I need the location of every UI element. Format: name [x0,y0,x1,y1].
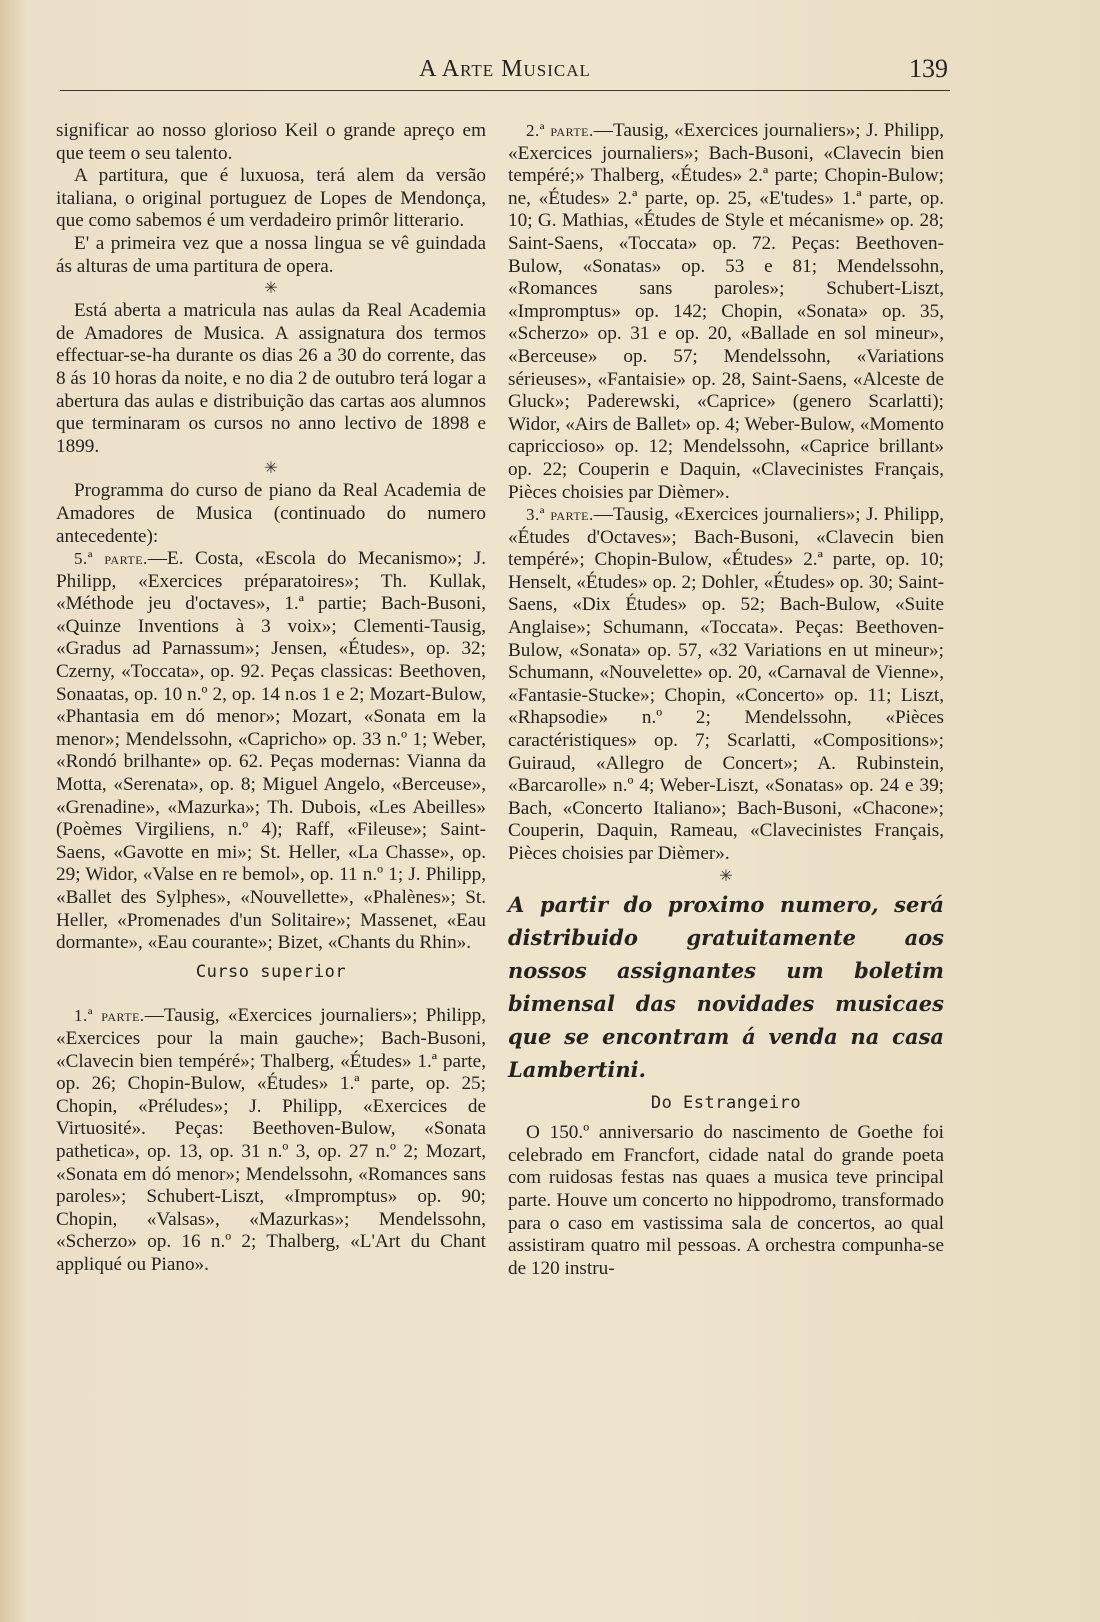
paragraph [508,120,944,504]
part-text: —Tausig, «Exercices journaliers»; J. Philipp, «Exercices journaliers»; Bach-Busoni, «Clavecin bien tempéré;» Thalberg, «Études» 2.ª parte; Chopin-Bulow; ne, «Études» 2.ª parte, op. 25, «E'tudes» 1.ª parte, op. 10; G. Mathias, «Études de Style et mécanisme» op. 28; Saint-Saens, «Toccata» op. 72. Peças: Beethoven-Bulow, «Sonatas» op. 53 e 81; Mendelssohn, «Romances sans paroles»; Schubert-Liszt, «Impromptus» op. 142; Chopin, «Sonata» op. 35, «Scherzo» op. 31 e op. 20, «Ballade en sol mineur», «Berceuse» op. 57; Mendelssohn, «Variations sérieuses», «Fantaisie» op. 28, Saint-Saens, «Alceste de Gluck»; Paderewski, «Caprice» (genero Scarlatti); Widor, «Airs de Ballet» op. 4; Weber-Bulow, «Momento capriccioso» op. 12; Mendelssohn, «Caprice brillant» op. 22; Couperin e Daquin, «Clavecinistes Français, Pièces choisies par Dièmer». [508,120,945,503]
journal-title: A Arte Musical [419,56,591,82]
spacer [56,991,486,1005]
paragraph: A partitura, que é luxuosa, terá alem da versão italiana, o original portuguez de Lopes de Mendonça, que como sabemos é um verdadeiro primôr litterario. [56,165,486,232]
section-separator: ✳ [264,460,278,478]
part-text: —Tausig, «Exercices journaliers»; Philipp, «Exercices pour la main gauche»; Bach-Busoni, «Clavecin bien tempéré»; Thalberg, «Études» 1.ª parte, op. 26; Chopin-Bulow, «Études» 1.ª parte, op. 25; Chopin, «Préludes»; J. Philipp, «Exercices de Virtuosité». Peças: Beethoven-Bulow, «Sonata pathetica», op. 13, op. 31 n.º 3, op. 27 n.º 2; Mozart, «Sonata em dó menor»; Mendelssohn, «Romances sans paroles»; Schubert-Liszt, «Impromptus» op. 90; Chopin, «Valsas», «Mazurkas»; Mendelssohn, «Scherzo» op. 16 n.º 2; Thalberg, «L'Art du Chant appliqué ou Piano». [56,1005,487,1275]
part-text: —Tausig, «Exercices journaliers»; J. Philipp, «Études d'Octaves»; Bach-Busoni, «Clavecin bien tempéré»; Chopin-Bulow, «Études» 2.ª parte, op. 10; Henselt, «Études» op. 2; Dohler, «Études» op. 30; Saint-Saens, «Dix Études» op. 52; Bach-Bulow, «Suite Anglaise»; Schumann, «Toccata». Peças: Beethoven-Bulow, «Sonata» op. 57, «32 Variations en ut mineur»; Schumann, «Nouvelette» op. 20, «Carnaval de Vienne», «Fantasie-Stucke»; Chopin, «Concerto» op. 11; Liszt, «Rhapsodie» n.º 2; Mendelssohn, «Pièces caractéristiques» op. 7; Scarlatti, «Compositions»; Guiraud, «Allegro de Concert»; A. Rubinstein, «Barcarolle» n.º 4; Weber-Liszt, «Sonatas» op. 24 e 39; Bach, «Concerto Italiano»; Bach-Busoni, «Chacone»; Couperin, Daquin, Rameau, «Clavecinistes Français, Pièces choisies par Dièmer». [508,504,945,864]
right-column [508,120,944,1280]
paragraph: O 150.º anniversario do nascimento de Goethe foi celebrado em Francfort, cidade natal do grande poeta com ruidosas festas nas quaes a musica teve principal parte. Houve um concerto no hippodromo, transformado para o caso em vastissima sala de concertos, ao qual assistiram quatro mil pessoas. A orchestra compunha-se de 120 instru- [508,1122,944,1279]
paragraph: E' a primeira vez que a nossa lingua se vê guindada ás alturas de uma partitura de opera. [56,232,486,277]
section-heading: Curso superior [195,961,347,982]
running-header [60,50,950,91]
paragraph: Está aberta a matricula nas aulas da Real Academia de Amadores de Musica. A assignatura dos termos effectuar-se-ha durante os dias 26 a 30 do corrente, das 8 ás 10 horas da noite, e no dia 2 de outubro terá logar a abertura das aulas e distribuição das cartas aos alumnos que terminaram os cursos no anno lectivo de 1898 e 1899. [56,300,486,457]
paragraph: significar ao nosso glorioso Keil o grande apreço em que teem o seu talento. [56,120,486,164]
part-label: 1.ª parte. [74,1006,145,1026]
page-number: 139 [909,54,948,83]
part-label: 5.ª parte. [74,549,148,569]
subscriber-notice: A partir do proximo numero, será distribuido gratuitamente aos nossos assignantes um boletim bimensal das novidades musicaes que se encontram á venda na casa Lambertini. [508,891,944,1082]
paragraph [56,548,486,955]
section-separator: ✳ [719,867,733,885]
paragraph [508,504,944,866]
part-label: 2.ª parte. [526,121,594,140]
part-label: 3.ª parte. [526,505,594,525]
paragraph: Programma do curso de piano da Real Academia de Amadores de Musica (continuado do numero antecedente): [56,480,486,547]
paragraph [56,1005,486,1276]
section-heading: Do Estrangeiro [650,1092,802,1113]
left-column [56,120,486,1277]
part-text: —E. Costa, «Escola do Mecanismo»; J. Philipp, «Exercices préparatoires»; Th. Kullak, «Méthode jeu d'octaves», 1.ª partie; Bach-Busoni, «Quinze Inventions à 3 voix»; Clementi-Tausig, «Gradus ad Parnassum»; Jensen, «Études», op. 32; Czerny, «Toccata», op. 92. Peças classicas: Beethoven, Sonaatas, op. 10 n.º 2, op. 14 n.os 1 e 2; Mozart-Bulow, «Phantasia em dó menor»; Mozart, «Sonata em la menor»; Mendelssohn, «Capricho» op. 33 n.º 1; Weber, «Rondó brilhante» op. 62. Peças modernas: Vianna da Motta, «Serenata», op. 8; Miguel Angelo, «Berceuse», «Grenadine», «Mazurka»; Th. Dubois, «Les Abeilles» (Poèmes Virgiliens, n.º 4); Raff, «Fileuse»; Saint-Saens, «Gavotte en mi»; St. Heller, «La Chasse», op. 29; Widor, «Valse en re bemol», op. 11 n.º 1; J. Philipp, «Ballet des Sylphes», «Nouvellette», «Phalènes»; St. Heller, «Promenades d'un Solitaire»; Massenet, «Eau dormante», «Eau courante»; Bizet, «Chants du Rhin». [56,548,486,954]
section-separator: ✳ [264,280,278,298]
